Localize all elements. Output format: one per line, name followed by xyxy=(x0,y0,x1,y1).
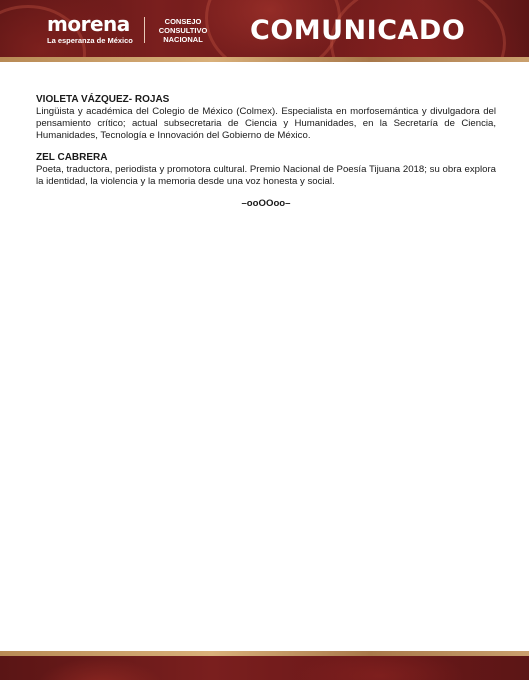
header-banner xyxy=(0,0,529,57)
morena-logo xyxy=(47,14,133,45)
council-line: CONSULTIVO xyxy=(158,26,208,35)
document-title: COMUNICADO xyxy=(250,15,466,46)
logo-tagline: La esperanza de México xyxy=(47,36,133,45)
council-label xyxy=(150,17,216,44)
council-line: CONSEJO xyxy=(164,17,202,26)
header-gold-band xyxy=(0,57,529,62)
bio-entry xyxy=(36,152,496,188)
person-bio: Poeta, traductora, periodista y promotora cultural. Premio Nacional de Poesía Tijuana 2018; su obra explora la identidad, la violencia y la memoria desde una voz honesta y social. xyxy=(36,164,496,187)
logo-wordmark: morena xyxy=(47,12,130,36)
person-name: ZEL CABRERA xyxy=(36,152,108,163)
logo-divider xyxy=(144,17,145,43)
document-body xyxy=(36,94,496,210)
council-line: NACIONAL xyxy=(163,35,203,44)
closing-mark: –ooOOoo– xyxy=(241,198,291,209)
bio-entry xyxy=(36,94,496,142)
person-name: VIOLETA VÁZQUEZ- ROJAS xyxy=(36,94,170,105)
person-bio: Lingüista y académica del Colegio de México (Colmex). Especialista en morfosemántica y divulgadora del pensamiento crítico; actual subsecretaria de Ciencia y Humanidades, en la Secretaría de Ciencia, Humanidades, Tecnología e Innovación del Gobierno de México. xyxy=(36,106,496,141)
footer-banner xyxy=(0,656,529,680)
